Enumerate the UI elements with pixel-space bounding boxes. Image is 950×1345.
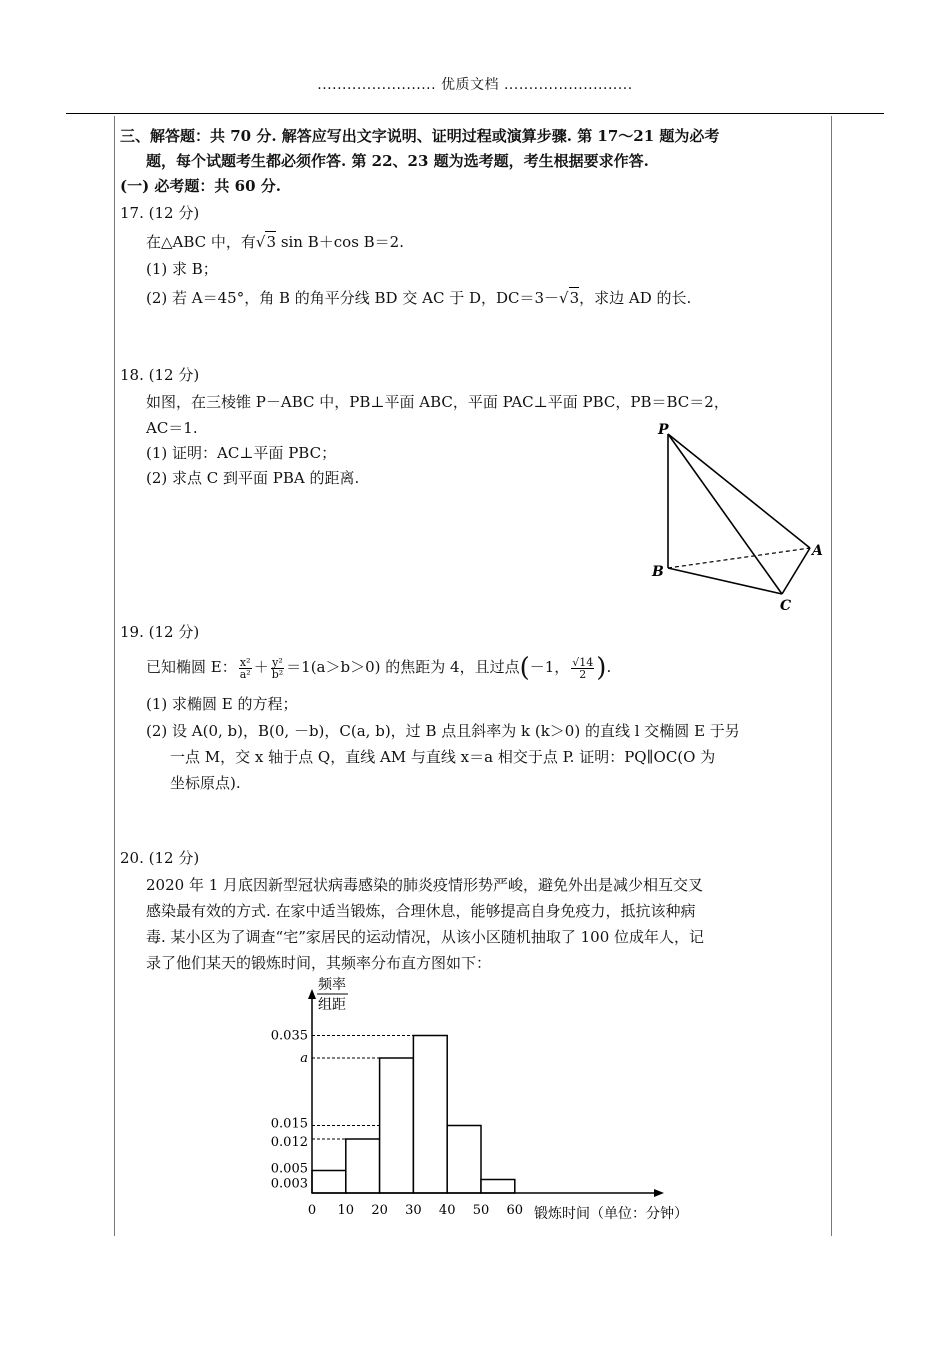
- edge-BC: [668, 568, 782, 594]
- histogram-bar-1: [346, 1139, 380, 1193]
- q19-part2-line2: 一点 M，交 x 轴于点 Q，直线 AM 与直线 x＝a 相交于点 P. 证明：PQ∥OC(O 为: [170, 748, 716, 766]
- q17-label: 17. (12 分): [120, 204, 200, 222]
- q20-line1: 2020 年 1 月底因新型冠状病毒感染的肺炎疫情形势严峻，避免外出是减少相互交叉: [146, 876, 704, 894]
- q19-pt-den: 2: [579, 667, 587, 681]
- q19-frac-x: [239, 657, 252, 680]
- x-axis-label: 锻炼时间（单位：分钟）: [534, 1206, 688, 1222]
- q19-plus: ＋: [253, 658, 269, 676]
- page-header: ........................ 优质文档 ..........................: [317, 77, 633, 93]
- q19-pt-frac: [571, 657, 594, 680]
- xtick-label-0: 0: [307, 1203, 317, 1218]
- xtick-label-5: 50: [472, 1203, 490, 1218]
- q19-lparen: (: [519, 653, 530, 683]
- ytick-label-0: 0.003: [270, 1176, 308, 1192]
- q17-part1: (1) 求 B；: [146, 260, 218, 278]
- edge-PA: [668, 434, 810, 548]
- vertex-C: C: [780, 598, 792, 614]
- vertex-B: B: [652, 564, 664, 580]
- header-rule: [66, 113, 884, 114]
- q20-line3: 毒. 某小区为了调查“宅”家居民的运动情况，从该小区随机抽取了 100 位成年人，记: [146, 928, 705, 946]
- q18-label: 18. (12 分): [120, 366, 200, 384]
- section-subheading: (一) 必考题：共 60 分.: [120, 177, 281, 195]
- q19-stem-b: ＝1(a＞b＞0) 的焦距为 4，且过点: [286, 658, 520, 676]
- tetrahedron-figure: [640, 418, 830, 618]
- ytick-label-5: 0.035: [270, 1028, 308, 1044]
- q19-label: 19. (12 分): [120, 623, 200, 641]
- section-intro-line2: 题，每个试题考生都必须作答. 第 22、23 题为选考题，考生根据要求作答.: [146, 152, 649, 170]
- q17-p2-rad: 3: [569, 289, 580, 307]
- q19-frac-x-den: a²: [239, 667, 251, 681]
- q19-frac-y-den: b²: [271, 667, 284, 681]
- ytick-label-4: a: [300, 1051, 308, 1066]
- section-intro-line1: 三、解答题：共 70 分. 解答应写出文字说明、证明过程或演算步骤. 第 17～21 题为必考: [120, 127, 720, 145]
- histogram-bar-5: [481, 1180, 515, 1194]
- q19-frac-x-num: x²: [239, 655, 251, 669]
- q19-pt-num: √14: [572, 655, 594, 669]
- q19-frac-y: [271, 657, 284, 680]
- q19-part2-line3: 坐标原点).: [170, 774, 241, 792]
- q19-stem-a: 已知椭圆 E：: [146, 658, 237, 676]
- xtick-label-3: 30: [405, 1203, 422, 1218]
- q19-frac-y-num: y²: [272, 655, 283, 669]
- q18-stem-line1: 如图，在三棱锥 P－ABC 中，PB⊥平面 ABC，平面 PAC⊥平面 PBC，PB＝BC＝2，: [146, 393, 729, 411]
- q19-rparen: ): [596, 653, 607, 683]
- xtick-label-1: 10: [337, 1203, 355, 1218]
- histogram-bar-0: [312, 1171, 346, 1194]
- histogram-bar-2: [380, 1058, 414, 1193]
- vertex-A: A: [812, 543, 823, 559]
- y-axis-arrow: [308, 989, 316, 999]
- histogram-chart: [260, 975, 720, 1230]
- q20-line2: 感染最有效的方式. 在家中适当锻炼，合理休息，能够提高自身免疫力，抵抗该种病: [146, 902, 696, 920]
- ytick-label-1: 0.005: [270, 1161, 308, 1177]
- q19-part2-line1: (2) 设 A(0, b)，B(0, －b)，C(a, b)，过 B 点且斜率为 k (k＞0) 的直线 l 交椭圆 E 于另: [146, 722, 740, 740]
- edge-PC: [668, 434, 782, 594]
- q19-stem: 已知椭圆 E： $\frac{\text{x²}}{\text{a²}}$ ＋ $\frac{\text{y²}}{\text{b²}}$ ＝1(a＞b＞0) 的焦距为 4，且过点(－1， $\frac{√14}{2}$ ).: [146, 653, 612, 683]
- q20-label: 20. (12 分): [120, 849, 200, 867]
- q20-line4: 录了他们某天的锻炼时间，其频率分布直方图如下：: [146, 954, 492, 972]
- xtick-label-2: 20: [371, 1203, 388, 1218]
- q17-stem: 在△ABC 中，有√3 sin B＋cos B＝2.: [146, 233, 404, 251]
- q17-stem-b: sin B＋cos B＝2.: [280, 233, 404, 251]
- xtick-label-4: 40: [438, 1203, 456, 1218]
- q17-p2-a: (2) 若 A＝45°，角 B 的角平分线 BD 交 AC 于 D，DC＝3－: [146, 289, 560, 307]
- ytick-label-3: 0.015: [270, 1116, 308, 1132]
- xtick-label-6: 60: [506, 1203, 524, 1218]
- q17-part2: (2) 若 A＝45°，角 B 的角平分线 BD 交 AC 于 D，DC＝3－√3，求边 AD 的长.: [146, 289, 692, 307]
- x-axis-arrow: [654, 1189, 664, 1197]
- q17-stem-a: 在△ABC 中，有: [146, 233, 256, 251]
- q18-part2: (2) 求点 C 到平面 PBA 的距离.: [146, 469, 360, 487]
- histogram-bar-3: [413, 1036, 447, 1194]
- q19-part1: (1) 求椭圆 E 的方程；: [146, 695, 298, 713]
- q18-stem-line2: AC＝1.: [146, 419, 198, 437]
- q18-part1: (1) 证明：AC⊥平面 PBC；: [146, 444, 337, 462]
- q17-p2-b: ，求边 AD 的长.: [579, 289, 692, 307]
- y-label-numerator: 频率: [318, 977, 346, 993]
- histogram-bar-4: [447, 1126, 481, 1194]
- y-label-denominator: 组距: [318, 997, 346, 1013]
- q19-pt-a: －1，: [529, 658, 570, 676]
- vertex-P: P: [658, 422, 669, 438]
- edge-CA: [782, 548, 810, 594]
- edge-BA: [668, 548, 810, 568]
- ytick-label-2: 0.012: [270, 1135, 308, 1150]
- q17-stem-rad: 3: [266, 233, 277, 251]
